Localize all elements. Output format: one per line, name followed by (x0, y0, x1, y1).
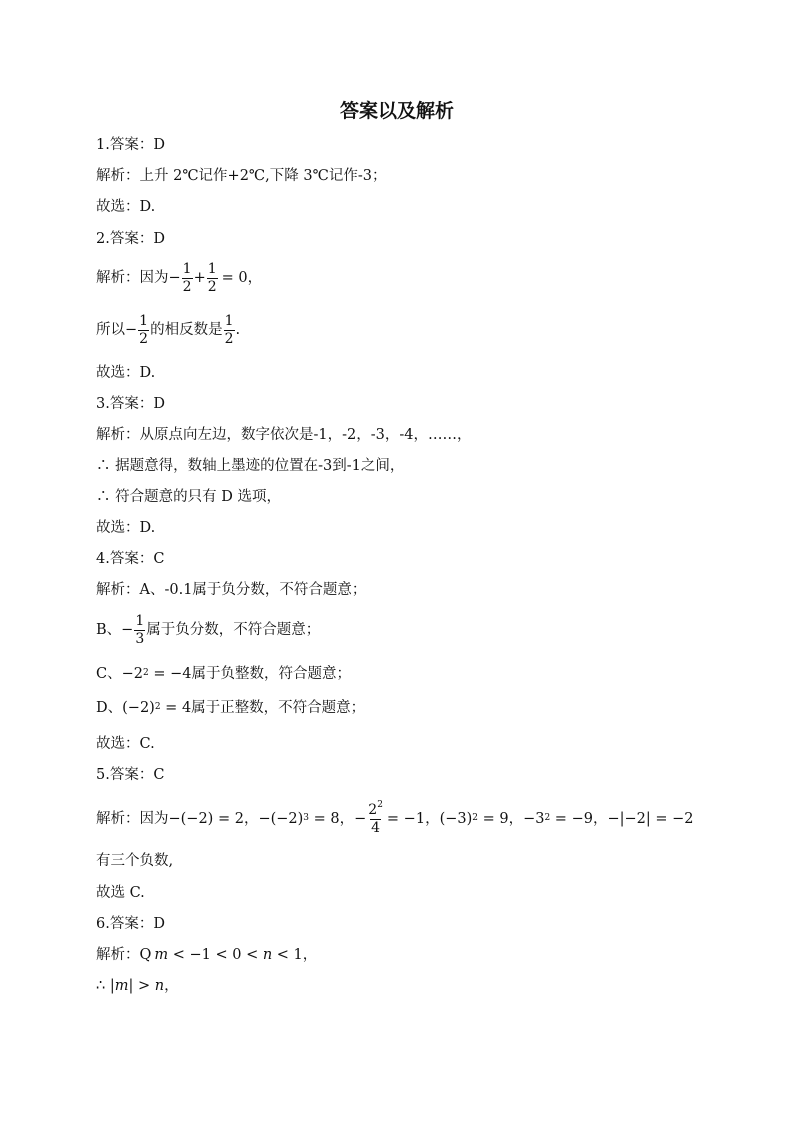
q2-fraction-4-den: 2 (224, 330, 234, 347)
q6-var-m: m (154, 947, 169, 963)
q6-therefore-symbol: ∴ (96, 978, 106, 994)
q4-d-suffix: 属于正整数，不符合题意； (191, 700, 366, 716)
q2-fraction-2 (207, 261, 218, 296)
q5-expr-2b: = 8 (309, 811, 340, 827)
q1-answer: 1.答案：D (96, 137, 165, 153)
q6-abs-close: | > (128, 978, 155, 994)
q2-plus: + (193, 270, 206, 286)
q4-option-d: D、 (−2) $^2$ = 4 属于正整数，不符合题意； (96, 697, 365, 719)
q5-answer: 5.答案：C (96, 767, 165, 783)
q4-d-expr-b: = 4 (160, 700, 192, 716)
q4-c-suffix: 属于负整数，符合题意； (191, 666, 351, 682)
q2-equals: = 0 (221, 270, 248, 286)
q5-sep-3: ， (425, 811, 440, 827)
q5-sep-4: ， (508, 811, 524, 827)
q2-fraction-2-num: 1 (207, 260, 217, 277)
q6-abs-open: | (105, 978, 115, 994)
q5-prefix: 解析：因为 (96, 811, 169, 827)
q6-end-comma: ， (164, 978, 179, 994)
q2-analysis-prefix: 解析：因为 (96, 270, 169, 286)
q2-fraction-3-num: 1 (139, 312, 149, 329)
q4-answer: 4.答案：C (96, 551, 165, 567)
q5-sep-1: ， (243, 811, 259, 827)
q2-fraction-4 (224, 313, 235, 348)
q6-var-n: n (262, 947, 273, 963)
q2-so-minus: − (125, 322, 138, 338)
q5-expr-3-den: 4 (371, 819, 381, 836)
q5-sep-5: ， (592, 811, 608, 827)
q2-fraction-1 (182, 261, 193, 296)
q4-b-fraction (134, 613, 145, 648)
q4-conclusion: 故选：C. (96, 736, 155, 752)
q4-d-prefix: D、 (96, 700, 123, 716)
q4-option-b (96, 610, 320, 650)
q6-abs-var-n: n (154, 978, 165, 994)
q4-option-c: C、 −2 $^2$ = −4 属于负整数，符合题意； (96, 663, 351, 685)
q4-b-prefix: B、 (96, 622, 122, 638)
q5-expr-3-num (367, 799, 384, 819)
q3-line-2: ∴ 据题意得，数轴上墨迹的位置在-3到-1之间， (96, 458, 405, 474)
q2-conclusion: 故选：D. (96, 365, 156, 381)
q6-inequality-end: < 1 (272, 947, 303, 963)
q1-conclusion: 故选：D. (96, 199, 156, 215)
q3-line-3: ∴ 符合题意的只有 D 选项， (96, 489, 281, 505)
q4-b-fraction-den: 3 (135, 630, 145, 647)
q2-fraction-3-den: 2 (139, 330, 149, 347)
q4-c-expr-b: = −4 (148, 666, 192, 682)
q5-expr-4a: (−3) (439, 811, 473, 827)
q4-d-expr-a: (−2) (122, 700, 155, 716)
page-title: 答案以及解析 (339, 100, 454, 122)
q5-expr-5b: = −9 (550, 811, 593, 827)
q5-line-2: 有三个负数, (96, 853, 174, 869)
q2-answer: 2.答案：D (96, 231, 165, 247)
q2-fraction-1-den: 2 (182, 278, 192, 295)
q5-sep-2: ， (339, 811, 355, 827)
q4-b-suffix: 属于负分数，不符合题意； (146, 622, 321, 638)
q5-expr-5a: −3 (523, 811, 545, 827)
q2-analysis (96, 258, 262, 298)
q6-because-symbol: Q (139, 947, 152, 963)
q5-expr-3-num-base: 2 (368, 801, 378, 818)
q2-period: . (235, 322, 241, 338)
q6-line-2 (96, 975, 179, 997)
q5-expr-3-fraction (367, 799, 384, 837)
q2-so-mid: 的相反数是 (150, 322, 223, 338)
q5-expr-1: −(−2) = 2 (168, 811, 244, 827)
q5-expr-3-num-exponent: 2 (377, 799, 383, 810)
q6-abs-var-m: m (114, 978, 129, 994)
q5-expr-3b: = −1 (386, 811, 426, 827)
q5-expr-6: −|−2| = −2 (607, 811, 694, 827)
q6-analysis (96, 944, 317, 966)
q2-fraction-3 (138, 313, 149, 348)
q2-fraction-4-num: 1 (224, 312, 234, 329)
q2-comma: ， (247, 270, 263, 286)
q1-analysis: 解析：上升 2℃记作+2℃,下降 3℃记作-3； (96, 168, 387, 184)
q5-expr-4b: = 9 (478, 811, 509, 827)
q2-fraction-1-num: 1 (182, 260, 192, 277)
q5-conclusion: 故选 C. (96, 885, 145, 901)
q2-so-line (96, 310, 240, 350)
q3-conclusion: 故选：D. (96, 520, 156, 536)
q5-expr-2a: −(−2) (258, 811, 304, 827)
q5-analysis: 解析：因为 −(−2) = 2 ， −(−2) $^3$ = 8 ， − $\frac{2^2}{4}$ = −1 ， (−3) $^2$ = 9 ， −3 $^2$ = −9 ， −|−2| = −2 (96, 799, 694, 836)
q6-prefix: 解析： (96, 947, 140, 963)
q6-inequality-mid: < −1 < 0 < (168, 947, 263, 963)
q2-so-prefix: 所以 (96, 322, 125, 338)
q4-c-expr-a: −2 (121, 666, 143, 682)
q3-answer: 3.答案：D (96, 396, 165, 412)
q6-comma: ， (302, 947, 318, 963)
q6-answer: 6.答案：D (96, 916, 165, 932)
q4-option-a: 解析：A、-0.1属于负分数，不符合题意； (96, 582, 367, 598)
q3-analysis: 解析：从原点向左边，数字依次是-1，-2，-3，-4，……， (96, 427, 472, 443)
q4-b-fraction-num: 1 (135, 612, 145, 629)
q4-b-minus: − (121, 622, 134, 638)
q4-c-prefix: C、 (96, 666, 122, 682)
q2-minus: − (168, 270, 181, 286)
q2-fraction-2-den: 2 (207, 278, 217, 295)
q5-expr-3-minus: − (354, 811, 367, 827)
